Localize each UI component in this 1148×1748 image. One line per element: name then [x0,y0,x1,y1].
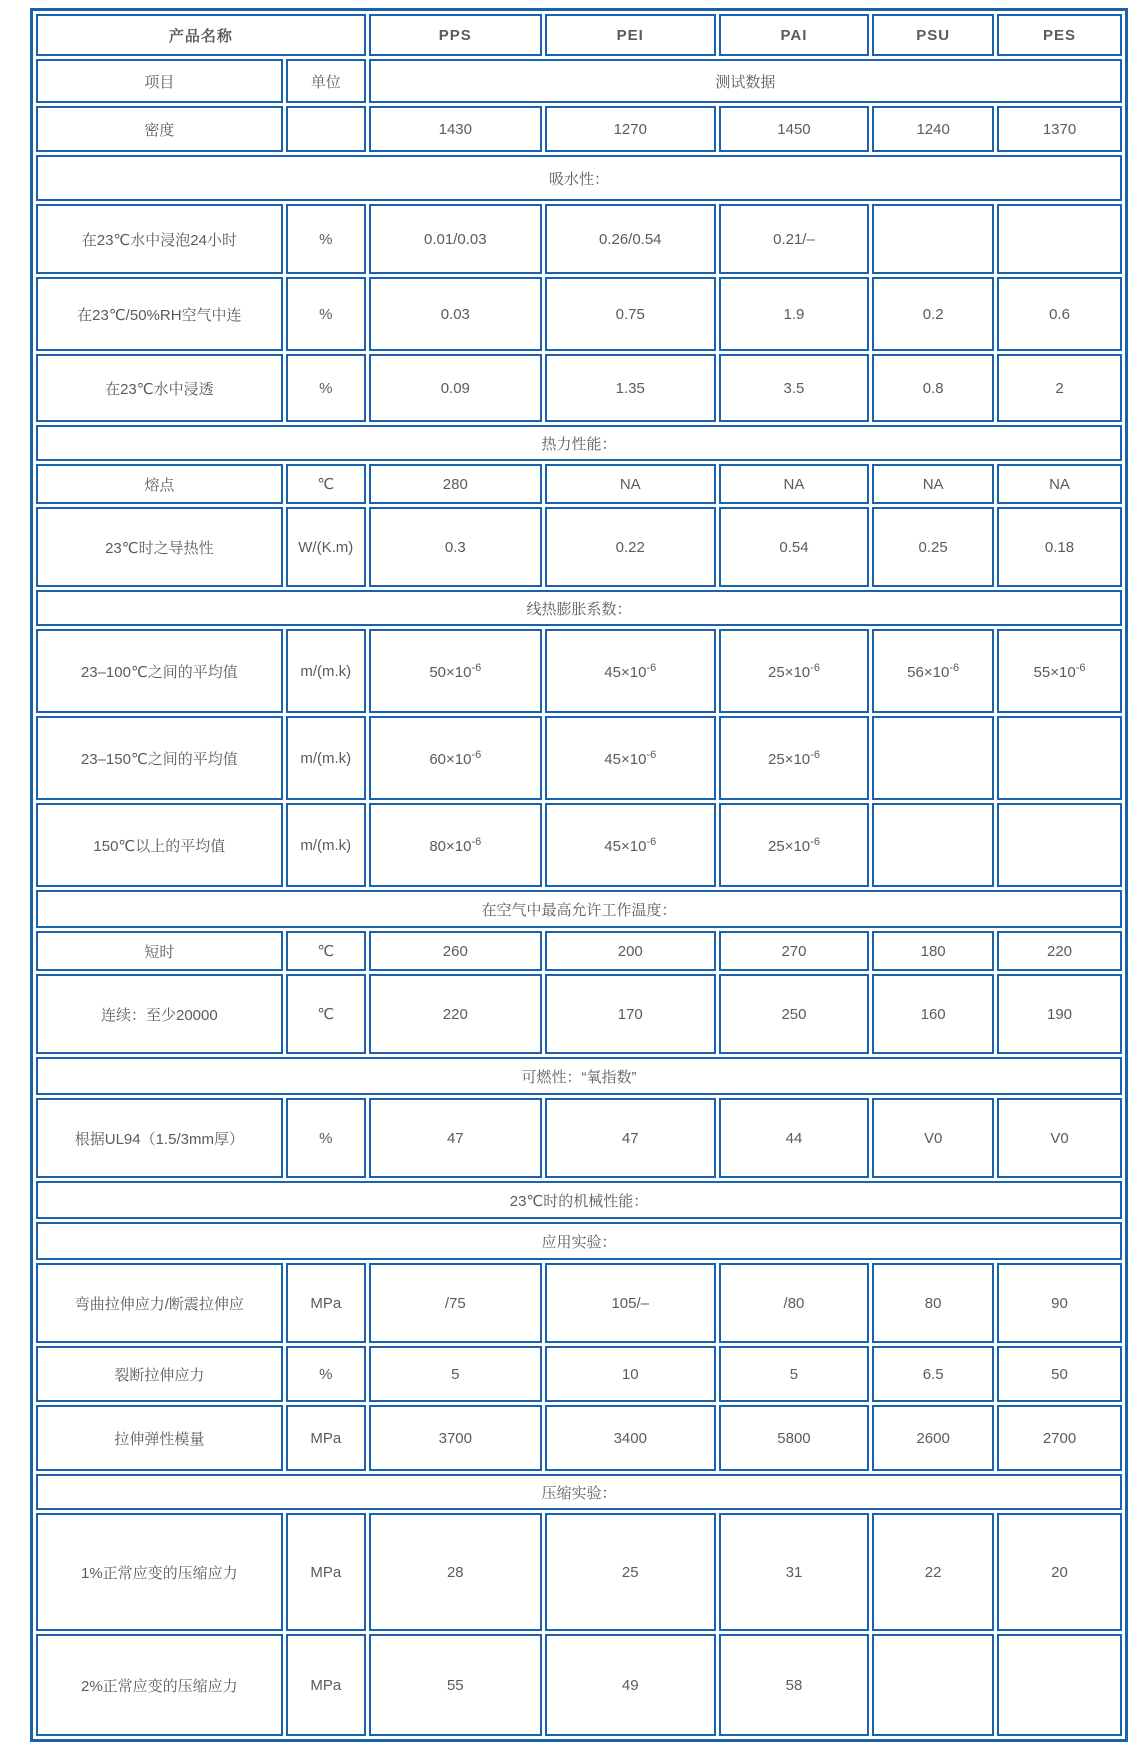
row-label: 23–100℃之间的平均值 [36,629,283,713]
unit-cell: m/(m.k) [286,803,366,887]
value-cell: 80 [872,1263,994,1343]
value-cell: $55\times 10^{-6}$ [997,629,1122,713]
data-row [36,716,1122,800]
row-label: 短时 [36,931,283,971]
row-label: 连续：至少20000 [36,974,283,1054]
value-cell: 0.54 [719,507,870,587]
value-cell: 0.03 [369,277,542,351]
unit-cell: MPa [286,1513,366,1631]
header-row [36,14,1122,56]
unit-cell [286,106,366,152]
value-cell: 58 [719,1634,870,1736]
section-row [36,1474,1122,1510]
section-label: 吸水性： [36,155,1122,201]
exponent: -6 [810,661,820,674]
unit-cell: m/(m.k) [286,629,366,713]
unit-cell: % [286,354,366,422]
value-cell: 25 [545,1513,716,1631]
row-label: 在23℃水中浸泡24小时 [36,204,283,274]
data-row [36,1405,1122,1471]
value-cell: 1270 [545,106,716,152]
row-label: 23–150℃之间的平均值 [36,716,283,800]
exponent: -6 [646,835,657,848]
data-row [36,931,1122,971]
data-row [36,204,1122,274]
data-row [36,803,1122,887]
data-row [36,974,1122,1054]
value-cell [997,204,1122,274]
unit-cell: MPa [286,1263,366,1343]
row-label: 弯曲拉伸应力/断震拉伸应 [36,1263,283,1343]
unit-cell: ℃ [286,931,366,971]
value-cell: $25\times 10^{-6}$ [719,716,870,800]
column-header-pei: PEI [545,14,716,56]
unit-cell: W/(K.m) [286,507,366,587]
value-cell: 180 [872,931,994,971]
value-cell: 44 [719,1098,870,1178]
value-cell: 170 [545,974,716,1054]
column-header-pai: PAI [719,14,870,56]
section-label: 应用实验： [36,1222,1122,1260]
exponent: -6 [810,748,820,761]
unit-label: 单位 [286,59,366,103]
value-cell: 2600 [872,1405,994,1471]
value-cell: 31 [719,1513,870,1631]
value-cell: 200 [545,931,716,971]
value-cell: $45\times 10^{-6}$ [545,629,716,713]
value-cell: 1.9 [719,277,870,351]
value-cell: 0.25 [872,507,994,587]
value-cell: 190 [997,974,1122,1054]
data-row [36,1098,1122,1178]
value-cell: 105/– [545,1263,716,1343]
value-cell: $60\times 10^{-6}$ [369,716,542,800]
column-header-pps: PPS [369,14,542,56]
exponent: -6 [471,835,482,848]
value-cell: 2700 [997,1405,1122,1471]
value-cell: 10 [545,1346,716,1402]
value-cell: 5800 [719,1405,870,1471]
section-label: 压缩实验： [36,1474,1122,1510]
value-cell: $56\times 10^{-6}$ [872,629,994,713]
value-cell: 280 [369,464,542,504]
value-cell: 22 [872,1513,994,1631]
section-label: 23℃时的机械性能： [36,1181,1122,1219]
value-cell: 3700 [369,1405,542,1471]
value-cell: 5 [369,1346,542,1402]
value-cell: 0.09 [369,354,542,422]
product-comparison-table [30,8,1128,1742]
value-cell: NA [872,464,994,504]
value-cell: /75 [369,1263,542,1343]
unit-cell: m/(m.k) [286,716,366,800]
value-cell [997,1634,1122,1736]
section-row [36,1181,1122,1219]
row-label: 熔点 [36,464,283,504]
value-cell: 50 [997,1346,1122,1402]
value-cell: $50\times 10^{-6}$ [369,629,542,713]
section-label: 在空气中最高允许工作温度： [36,890,1122,928]
value-cell: NA [997,464,1122,504]
section-row [36,590,1122,626]
value-cell: 1.35 [545,354,716,422]
item-label: 项目 [36,59,283,103]
value-cell [872,803,994,887]
section-row [36,890,1122,928]
value-cell: 270 [719,931,870,971]
unit-cell: % [286,1098,366,1178]
data-row [36,106,1122,152]
exponent: -6 [1075,661,1086,674]
value-cell: 1450 [719,106,870,152]
product-name-header: 产品名称 [36,14,366,56]
column-header-pes: PES [997,14,1122,56]
data-row [36,1346,1122,1402]
value-cell: 1370 [997,106,1122,152]
value-cell: $45\times 10^{-6}$ [545,716,716,800]
value-cell: 2 [997,354,1122,422]
value-cell: 0.6 [997,277,1122,351]
value-cell: /80 [719,1263,870,1343]
value-cell [872,204,994,274]
data-row [36,1513,1122,1631]
row-label: 在23℃/50%RH空气中连 [36,277,283,351]
value-cell: V0 [997,1098,1122,1178]
value-cell: 47 [545,1098,716,1178]
data-row [36,1634,1122,1736]
value-cell: NA [719,464,870,504]
value-cell: 1430 [369,106,542,152]
data-row [36,354,1122,422]
value-cell: 1240 [872,106,994,152]
row-label: 根据UL94（1.5/3mm厚） [36,1098,283,1178]
unit-cell: MPa [286,1634,366,1736]
value-cell: 0.18 [997,507,1122,587]
exponent: -6 [646,748,657,761]
unit-cell: % [286,204,366,274]
test-data-label: 测试数据 [369,59,1122,103]
row-label: 裂断拉伸应力 [36,1346,283,1402]
value-cell: 0.75 [545,277,716,351]
value-cell: 90 [997,1263,1122,1343]
section-label: 可燃性：“氧指数” [36,1057,1122,1095]
data-row [36,1263,1122,1343]
value-cell: $80\times 10^{-6}$ [369,803,542,887]
value-cell: 160 [872,974,994,1054]
value-cell: 0.3 [369,507,542,587]
value-cell: V0 [872,1098,994,1178]
section-row [36,1222,1122,1260]
section-row [36,425,1122,461]
section-label: 热力性能： [36,425,1122,461]
value-cell: 0.22 [545,507,716,587]
row-label: 1%正常应变的压缩应力 [36,1513,283,1631]
value-cell: 3400 [545,1405,716,1471]
properties-table [33,11,1125,1739]
column-header-psu: PSU [872,14,994,56]
value-cell: $25\times 10^{-6}$ [719,629,870,713]
value-cell: 0.01/0.03 [369,204,542,274]
unit-cell: % [286,1346,366,1402]
row-label: 23℃时之导热性 [36,507,283,587]
value-cell: 0.26/0.54 [545,204,716,274]
exponent: -6 [471,748,482,761]
data-row [36,277,1122,351]
value-cell: 6.5 [872,1346,994,1402]
section-row [36,155,1122,201]
exponent: -6 [810,835,820,848]
value-cell: NA [545,464,716,504]
row-label: 在23℃水中浸透 [36,354,283,422]
value-cell: 3.5 [719,354,870,422]
value-cell [997,716,1122,800]
value-cell [872,716,994,800]
data-row [36,507,1122,587]
unit-cell: ℃ [286,974,366,1054]
unit-cell: ℃ [286,464,366,504]
exponent: -6 [949,661,960,674]
value-cell: 0.2 [872,277,994,351]
value-cell: 47 [369,1098,542,1178]
row-label: 2%正常应变的压缩应力 [36,1634,283,1736]
subheader-row [36,59,1122,103]
value-cell: $25\times 10^{-6}$ [719,803,870,887]
value-cell: 5 [719,1346,870,1402]
row-label: 150℃以上的平均值 [36,803,283,887]
row-label: 拉伸弹性模量 [36,1405,283,1471]
value-cell: 220 [369,974,542,1054]
value-cell: $45\times 10^{-6}$ [545,803,716,887]
row-label: 密度 [36,106,283,152]
value-cell: 28 [369,1513,542,1631]
exponent: -6 [471,661,482,674]
data-row [36,464,1122,504]
unit-cell: MPa [286,1405,366,1471]
value-cell: 260 [369,931,542,971]
unit-cell: % [286,277,366,351]
section-label: 线热膨胀系数： [36,590,1122,626]
data-row [36,629,1122,713]
value-cell [872,1634,994,1736]
section-row [36,1057,1122,1095]
value-cell: 20 [997,1513,1122,1631]
exponent: -6 [646,661,657,674]
value-cell: 49 [545,1634,716,1736]
value-cell: 0.8 [872,354,994,422]
value-cell: 55 [369,1634,542,1736]
value-cell: 250 [719,974,870,1054]
value-cell: 220 [997,931,1122,971]
value-cell [997,803,1122,887]
value-cell: 0.21/– [719,204,870,274]
table-body [36,106,1122,1736]
